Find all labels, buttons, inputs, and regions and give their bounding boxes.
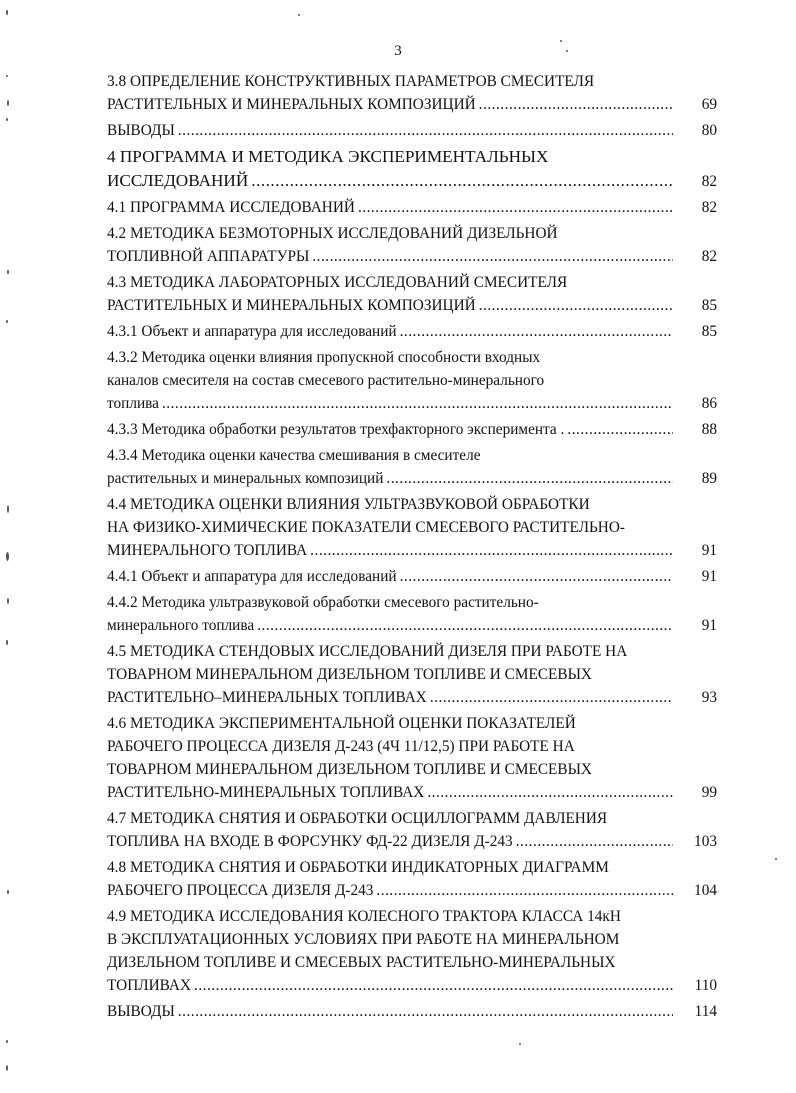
toc-entry-line-text: минерального топлива [107, 617, 255, 634]
toc-entry-line [107, 758, 673, 781]
dot-leader [376, 879, 673, 902]
toc-entry-line [107, 905, 673, 928]
toc-entry-line-text: РАСТИТЕЛЬНО-МИНЕРАЛЬНЫХ ТОПЛИВАХ [107, 784, 425, 801]
toc-entry-line [107, 830, 673, 853]
toc-entry-page: 86 [701, 395, 717, 412]
toc-entry-line [107, 418, 673, 441]
toc-entry-line-text: 4.3.3 Методика обработки результатов трехфакторного эксперимента . [107, 421, 565, 438]
toc-entry-title [107, 418, 673, 441]
toc-entry-line-text: растительных и минеральных композиций [107, 470, 384, 487]
toc-entry-line-text: 4.3.2 Методика оценки влияния пропускной способности входных [107, 349, 541, 366]
toc-entry [107, 493, 717, 562]
toc-entry [107, 640, 717, 709]
toc-entry-line-text: 4.6 МЕТОДИКА ЭКСПЕРИМЕНТАЛЬНОЙ ОЦЕНКИ ПОКАЗАТЕЛЕЙ [107, 715, 576, 732]
toc-entry-line-text: ВЫВОДЫ [107, 122, 175, 139]
toc-entry-line-text: РАБОЧЕГО ПРОЦЕССА ДИЗЕЛЯ Д-243 (4Ч 11/12,5) ПРИ РАБОТЕ НА [107, 738, 575, 755]
table-of-contents [107, 70, 717, 1026]
toc-entry-title [107, 856, 673, 902]
toc-entry-page: 88 [701, 421, 717, 438]
toc-entry-page: 91 [701, 542, 717, 559]
toc-entry-line-text: ИССЛЕДОВАНИЙ [107, 171, 249, 190]
toc-entry-line-text: 4 ПРОГРАММА И МЕТОДИКА ЭКСПЕРИМЕНТАЛЬНЫХ [107, 147, 549, 166]
toc-entry-line [107, 807, 673, 830]
toc-entry-title [107, 119, 673, 142]
toc-entry-line-text: 3.8 ОПРЕДЕЛЕНИЕ КОНСТРУКТИВНЫХ ПАРАМЕТРОВ СМЕСИТЕЛЯ [107, 73, 595, 90]
dot-leader [257, 614, 673, 637]
toc-entry-line [107, 145, 673, 169]
toc-entry-page: 99 [701, 784, 717, 801]
toc-entry-page: 89 [701, 470, 717, 487]
toc-entry-line-text: 4.5 МЕТОДИКА СТЕНДОВЫХ ИССЛЕДОВАНИЙ ДИЗЕЛЯ ПРИ РАБОТЕ НА [107, 643, 628, 660]
toc-entry-line [107, 196, 673, 219]
toc-entry-page: 104 [694, 882, 717, 899]
toc-entry-line-text: каналов смесителя на состав смесевого растительно-минерального [107, 372, 545, 389]
toc-entry-line [107, 591, 673, 614]
toc-entry-line-text: 4.3.1 Объект и аппаратура для исследований [107, 323, 397, 340]
toc-entry-line [107, 271, 673, 294]
toc-entry-page: 110 [694, 977, 717, 994]
toc-entry-line [107, 369, 673, 392]
dot-leader [400, 320, 673, 343]
toc-entry-line [107, 735, 673, 758]
toc-entry-line [107, 70, 673, 93]
toc-entry-page: 103 [694, 833, 717, 850]
toc-entry [107, 346, 717, 415]
toc-entry-line-text: В ЭКСПЛУАТАЦИОННЫХ УСЛОВИЯХ ПРИ РАБОТЕ НА МИНЕРАЛЬНОМ [107, 931, 620, 948]
toc-entry [107, 905, 717, 997]
toc-entry [107, 222, 717, 268]
toc-entry [107, 418, 717, 441]
toc-entry-page: 93 [701, 689, 717, 706]
toc-entry-page: 114 [694, 1003, 717, 1020]
toc-entry-page: 91 [701, 568, 717, 585]
toc-entry-line-text: НА ФИЗИКО-ХИМИЧЕСКИЕ ПОКАЗАТЕЛИ СМЕСЕВОГО РАСТИТЕЛЬНО- [107, 519, 625, 536]
toc-entry [107, 145, 717, 193]
toc-entry-line [107, 493, 673, 516]
toc-entry-line-text: 4.4.2 Методика ультразвуковой обработки смесевого растительно- [107, 594, 539, 611]
toc-entry-line-text: 4.2 МЕТОДИКА БЕЗМОТОРНЫХ ИССЛЕДОВАНИЙ ДИЗЕЛЬНОЙ [107, 225, 558, 242]
toc-entry-page: 82 [701, 173, 717, 190]
toc-entry-line [107, 686, 673, 709]
toc-entry-line [107, 346, 673, 369]
toc-entry [107, 712, 717, 804]
toc-entry-title [107, 807, 673, 853]
toc-entry [107, 856, 717, 902]
toc-entry-page: 85 [701, 323, 717, 340]
toc-entry-line-text: РАСТИТЕЛЬНО–МИНЕРАЛЬНЫХ ТОПЛИВАХ [107, 689, 427, 706]
toc-entry-line [107, 1000, 673, 1023]
toc-entry-line-text: ТОВАРНОМ МИНЕРАЛЬНОМ ДИЗЕЛЬНОМ ТОПЛИВЕ И СМЕСЕВЫХ [107, 666, 592, 683]
toc-entry-title [107, 640, 673, 709]
toc-entry-title [107, 591, 673, 637]
toc-entry [107, 119, 717, 142]
toc-entry-line-text: 4.3.4 Методика оценки качества смешивания в смесителе [107, 447, 481, 464]
toc-entry-line [107, 294, 673, 317]
toc-entry-title [107, 271, 673, 317]
dot-leader [479, 93, 673, 116]
toc-entry-line [107, 392, 673, 415]
toc-entry-line [107, 93, 673, 116]
toc-entry-title [107, 320, 673, 343]
toc-entry-line-text: МИНЕРАЛЬНОГО ТОПЛИВА [107, 542, 308, 559]
toc-entry-line [107, 951, 673, 974]
toc-entry-page: 82 [701, 248, 717, 265]
toc-entry-title [107, 346, 673, 415]
toc-entry-line [107, 974, 673, 997]
toc-entry-title [107, 145, 673, 193]
toc-entry [107, 320, 717, 343]
toc-entry-title [107, 70, 673, 116]
dot-leader [567, 418, 673, 441]
toc-entry-title [107, 565, 673, 588]
toc-entry-line-text: 4.1 ПРОГРАММА ИССЛЕДОВАНИЙ [107, 199, 355, 216]
dot-leader [427, 781, 673, 804]
dot-leader [479, 294, 673, 317]
toc-entry-page: 85 [701, 297, 717, 314]
toc-entry-title [107, 444, 673, 490]
toc-entry-line-text: РАСТИТЕЛЬНЫХ И МИНЕРАЛЬНЫХ КОМПОЗИЦИЙ [107, 96, 476, 113]
toc-entry-line [107, 565, 673, 588]
toc-entry-line-text: ВЫВОДЫ [107, 1003, 175, 1020]
toc-entry-title [107, 222, 673, 268]
dot-leader [194, 974, 673, 997]
toc-entry [107, 444, 717, 490]
toc-entry-line [107, 467, 673, 490]
toc-entry-line-text: РАСТИТЕЛЬНЫХ И МИНЕРАЛЬНЫХ КОМПОЗИЦИЙ [107, 297, 476, 314]
toc-entry-line [107, 119, 673, 142]
toc-entry-line [107, 614, 673, 637]
toc-entry-line-text: 4.8 МЕТОДИКА СНЯТИЯ И ОБРАБОТКИ ИНДИКАТОРНЫХ ДИАГРАММ [107, 859, 609, 876]
toc-entry-line [107, 663, 673, 686]
toc-entry-line-text: ТОПЛИВА НА ВХОДЕ В ФОРСУНКУ ФД-22 ДИЗЕЛЯ Д-243 [107, 833, 513, 850]
toc-entry-line [107, 222, 673, 245]
toc-entry [107, 1000, 717, 1023]
toc-entry-line-text: ТОПЛИВНОЙ АППАРАТУРЫ [107, 248, 310, 265]
toc-entry [107, 807, 717, 853]
toc-entry-line [107, 444, 673, 467]
toc-entry-line-text: 4.7 МЕТОДИКА СНЯТИЯ И ОБРАБОТКИ ОСЦИЛЛОГРАММ ДАВЛЕНИЯ [107, 810, 608, 827]
dot-leader [386, 467, 673, 490]
toc-entry [107, 271, 717, 317]
toc-entry-page: 82 [701, 199, 717, 216]
toc-entry [107, 196, 717, 219]
dot-leader [400, 565, 673, 588]
toc-entry-page: 80 [701, 122, 717, 139]
toc-entry-title [107, 493, 673, 562]
toc-entry-line-text: 4.4.1 Объект и аппаратура для исследований [107, 568, 397, 585]
toc-entry-line-text: ДИЗЕЛЬНОМ ТОПЛИВЕ И СМЕСЕВЫХ РАСТИТЕЛЬНО-МИНЕРАЛЬНЫХ [107, 954, 616, 971]
toc-entry-line [107, 781, 673, 804]
toc-entry-line-text: РАБОЧЕГО ПРОЦЕССА ДИЗЕЛЯ Д-243 [107, 882, 374, 899]
toc-entry-title [107, 196, 673, 219]
toc-entry-line [107, 856, 673, 879]
dot-leader [430, 686, 673, 709]
toc-entry-title [107, 712, 673, 804]
dot-leader [312, 245, 673, 268]
toc-entry-line [107, 245, 673, 268]
toc-entry-title [107, 905, 673, 997]
toc-entry-line-text: 4.4 МЕТОДИКА ОЦЕНКИ ВЛИЯНИЯ УЛЬТРАЗВУКОВОЙ ОБРАБОТКИ [107, 496, 590, 513]
dot-leader [178, 1000, 673, 1023]
toc-entry-line [107, 712, 673, 735]
page-number: 3 [394, 43, 402, 59]
toc-entry-line [107, 539, 673, 562]
toc-entry-page: 91 [701, 617, 717, 634]
toc-entry-line-text: ТОВАРНОМ МИНЕРАЛЬНОМ ДИЗЕЛЬНОМ ТОПЛИВЕ И СМЕСЕВЫХ [107, 761, 592, 778]
toc-entry-line-text: 4.3 МЕТОДИКА ЛАБОРАТОРНЫХ ИССЛЕДОВАНИЙ СМЕСИТЕЛЯ [107, 274, 568, 291]
toc-entry-line [107, 516, 673, 539]
toc-entry-title [107, 1000, 673, 1023]
toc-entry-line [107, 928, 673, 951]
toc-entry-line [107, 640, 673, 663]
toc-entry-line [107, 169, 673, 193]
toc-entry [107, 565, 717, 588]
toc-entry-page: 69 [701, 96, 717, 113]
dot-leader [178, 119, 673, 142]
toc-entry-line [107, 320, 673, 343]
toc-entry [107, 70, 717, 116]
dot-leader [162, 392, 673, 415]
dot-leader [516, 830, 673, 853]
dot-leader [251, 169, 673, 193]
toc-entry-line-text: ТОПЛИВАХ [107, 977, 191, 994]
dot-leader [310, 539, 673, 562]
toc-entry [107, 591, 717, 637]
toc-entry-line [107, 879, 673, 902]
toc-entry-line-text: 4.9 МЕТОДИКА ИССЛЕДОВАНИЯ КОЛЕСНОГО ТРАКТОРА КЛАССА 14кН [107, 908, 621, 925]
dot-leader [358, 196, 673, 219]
toc-entry-line-text: топлива [107, 395, 159, 412]
